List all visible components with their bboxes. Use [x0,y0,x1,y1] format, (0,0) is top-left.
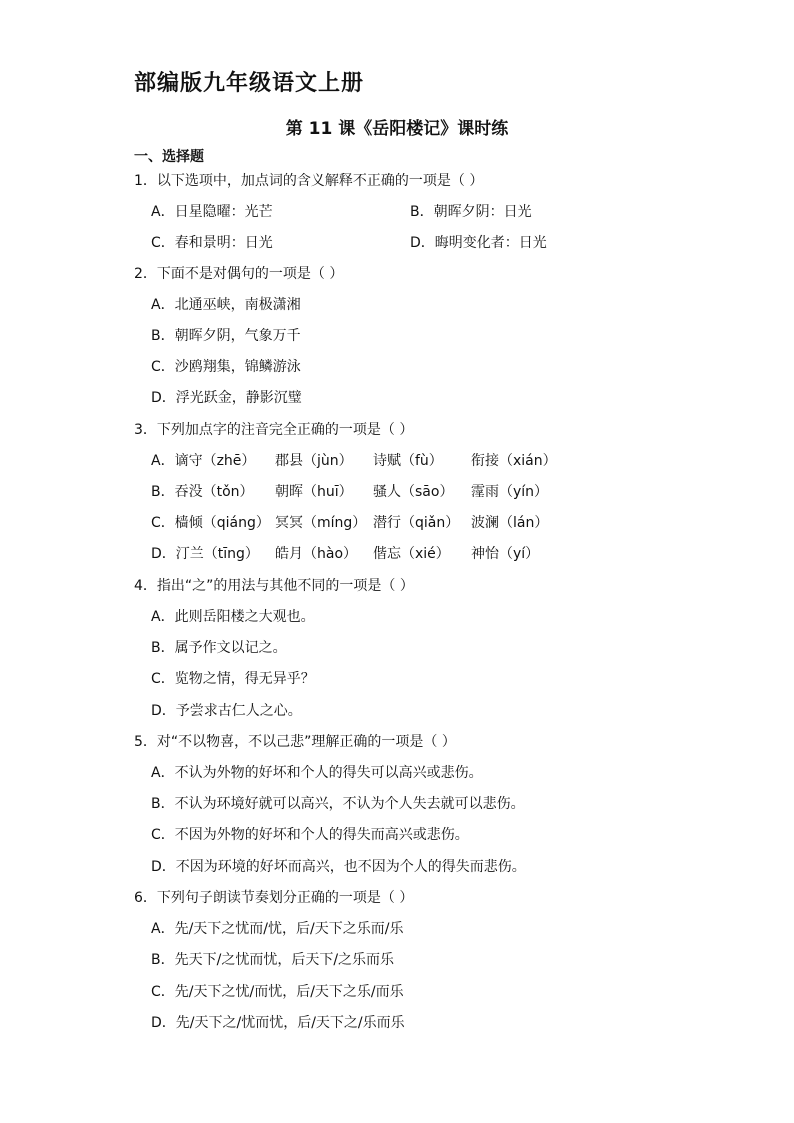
pinyin-item: 神怡（yí） [471,546,540,562]
pinyin-item: 皓月（hào） [275,546,358,562]
document-header-title: 部编版九年级语文上册 [134,71,365,96]
pinyin-item: 偕忘（xié） [373,546,450,562]
question-2-option-d: D．浮光跃金，静影沉璧 [151,390,302,406]
pinyin-item: 骚人（sāo） [373,484,454,500]
question-1-option-a: A．日星隐曜：光芒 [151,204,273,220]
question-3-option-b [151,483,581,501]
question-5-option-c: C．不因为外物的好坏和个人的得失而高兴或悲伤。 [151,827,469,843]
pinyin-item: 朝晖（huī） [275,484,353,500]
pinyin-item: 衔接（xián） [471,453,557,469]
question-6-option-b: B．先天下/之忧而忧，后天下/之乐而乐 [151,952,395,968]
pinyin-item: D．汀兰（tīng） [151,546,259,562]
question-5-option-a: A．不认为外物的好坏和个人的得失可以高兴或悲伤。 [151,765,483,781]
question-1-stem: 1．以下选项中，加点词的含义解释不正确的一项是（ ） [134,173,484,189]
pinyin-item: C．樯倾（qiáng） [151,515,270,531]
question-3-stem: 3．下列加点字的注音完全正确的一项是（ ） [134,422,414,438]
question-2-stem: 2．下面不是对偶句的一项是（ ） [134,266,344,282]
question-6-option-a: A．先/天下之忧而/忧，后/天下之乐而/乐 [151,921,404,937]
question-2-option-c: C．沙鸥翔集，锦鳞游泳 [151,359,301,375]
question-4-stem: 4．指出“之”的用法与其他不同的一项是（ ） [134,578,414,594]
pinyin-item: A．谪守（zhē） [151,453,256,469]
question-2-option-b: B．朝晖夕阴，气象万千 [151,328,301,344]
question-3-option-c [151,514,581,532]
question-6-option-c: C．先/天下之忧/而忧，后/天下之乐/而乐 [151,984,404,1000]
question-3-option-a [151,452,581,470]
question-6-option-d: D．先/天下之/忧而忧，后/天下之/乐而乐 [151,1015,405,1031]
pinyin-item: 霪雨（yín） [471,484,549,500]
lesson-title: 第 11 课《岳阳楼记》课时练 [285,119,509,139]
question-4-option-b: B．属予作文以记之。 [151,640,287,656]
pinyin-item: 波澜（lán） [471,515,549,531]
pinyin-item: 郡县（jùn） [275,453,353,469]
question-1-option-c: C．春和景明：日光 [151,235,273,251]
question-1-option-d: D．晦明变化者：日光 [410,235,547,251]
question-5-stem: 5．对“不以物喜，不以己悲”理解正确的一项是（ ） [134,734,456,750]
question-1-option-b: B．朝晖夕阴：日光 [410,204,532,220]
pinyin-item: B．吞没（tǒn） [151,484,254,500]
question-4-option-c: C．览物之情，得无异乎？ [151,671,315,687]
question-5-option-d: D．不因为环境的好坏而高兴，也不因为个人的得失而悲伤。 [151,859,526,875]
question-2-option-a: A．北通巫峡，南极潇湘 [151,297,301,313]
pinyin-item: 冥冥（míng） [275,515,367,531]
pinyin-item: 潜行（qiǎn） [373,515,460,531]
question-6-stem: 6．下列句子朗读节奏划分正确的一项是（ ） [134,890,414,906]
question-5-option-b: B．不认为环境好就可以高兴，不认为个人失去就可以悲伤。 [151,796,525,812]
question-3-option-d [151,545,581,563]
question-4-option-d: D．予尝求古仁人之心。 [151,703,302,719]
section-title: 一、选择题 [134,149,204,165]
pinyin-item: 诗赋（fù） [373,453,443,469]
question-4-option-a: A．此则岳阳楼之大观也。 [151,609,315,625]
